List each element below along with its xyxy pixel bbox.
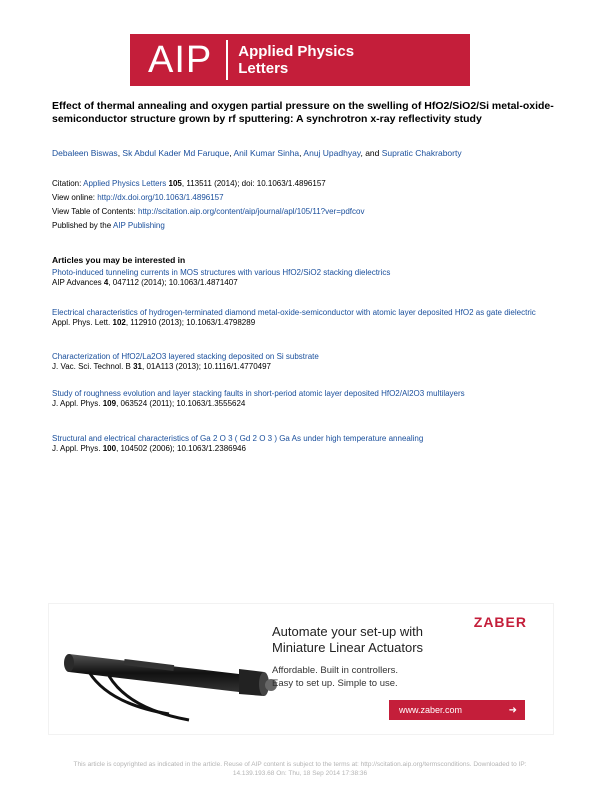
zaber-website-button[interactable] <box>389 700 525 720</box>
author-and: and <box>365 148 380 158</box>
related-article-citation: AIP Advances 4, 047112 (2014); 10.1063/1.4871407 <box>52 278 238 287</box>
author-list: Debaleen Biswas, Sk Abdul Kader Md Faruque, Anil Kumar Sinha, Anuj Upadhyay, and Supratic Chakraborty <box>52 148 462 158</box>
related-heading: Articles you may be interested in <box>52 255 186 265</box>
related-article-title[interactable]: Photo-induced tunneling currents in MOS structures with various HfO2/SiO2 stacking dielectrics <box>52 268 391 277</box>
related-article-citation: J. Appl. Phys. 109, 063524 (2011); 10.1063/1.3555624 <box>52 399 246 408</box>
article-title: Effect of thermal annealing and oxygen partial pressure on the swelling of HfO2/SiO2/Si metal-oxide-semiconductor structure grown by rf sputtering: A synchrotron x-ray reflectivity study <box>52 100 554 125</box>
aip-logo: AIP <box>148 38 213 81</box>
citation-volume: 105 <box>168 179 182 188</box>
journal-name-line2: Letters <box>238 60 289 77</box>
author-link[interactable]: Anuj Upadhyay <box>303 148 361 158</box>
ad-headline-line2: Miniature Linear Actuators <box>272 640 424 655</box>
related-article <box>52 268 562 288</box>
journal-name-line1: Applied Physics <box>238 43 355 60</box>
related-article <box>52 434 562 454</box>
view-online-label: View online: <box>52 193 95 202</box>
zaber-advertisement[interactable] <box>48 603 554 735</box>
citation-label: Citation: <box>52 179 82 188</box>
zaber-logo: ZABER <box>473 614 527 630</box>
related-article <box>52 389 562 409</box>
author-link[interactable]: Sk Abdul Kader Md Faruque <box>122 148 230 158</box>
author-link[interactable]: Debaleen Biswas <box>52 148 118 158</box>
journal-name <box>238 43 354 77</box>
ad-subtext-line1: Affordable. Built in controllers. <box>272 665 399 676</box>
author-link[interactable]: Supratic Chakraborty <box>381 148 462 158</box>
published-label: Published by the <box>52 221 112 230</box>
arrow-right-icon: ➜ <box>508 704 517 716</box>
related-article-title[interactable]: Electrical characteristics of hydrogen-terminated diamond metal-oxide-semiconductor with atomic layer deposited HfO2 as gate dielectric <box>52 308 536 317</box>
related-article <box>52 308 562 328</box>
citation-line <box>52 179 562 189</box>
toc-link[interactable]: http://scitation.aip.org/content/aip/journal/apl/105/11?ver=pdfcov <box>138 207 365 216</box>
ad-subtext <box>272 664 532 690</box>
ad-headline-line1: Automate your set-up with <box>272 624 424 639</box>
footer-line2: 14.139.193.68 On: Thu, 18 Sep 2014 17:38:36 <box>232 770 368 777</box>
related-article-title[interactable]: Study of roughness evolution and layer stacking faults in short-period atomic layer deposited HfO2/Al2O3 multilayers <box>52 389 465 398</box>
related-article-citation: Appl. Phys. Lett. 102, 112910 (2013); 10.1063/1.4798289 <box>52 318 256 327</box>
ad-button-label: www.zaber.com <box>399 705 463 715</box>
footer-line1: This article is copyrighted as indicated in the article. Reuse of AIP content is subject to the terms at: http://scitation.aip.org/termsconditions. Downloaded to IP: <box>73 761 527 768</box>
citation-rest: , 113511 (2014); doi: 10.1063/1.4896157 <box>181 179 326 188</box>
published-line <box>52 221 562 231</box>
related-article-citation: J. Vac. Sci. Technol. B 31, 01A113 (2013); 10.1116/1.4770497 <box>52 362 271 371</box>
view-online-link[interactable]: http://dx.doi.org/10.1063/1.4896157 <box>97 193 224 202</box>
toc-label: View Table of Contents: <box>52 207 136 216</box>
related-article-title[interactable]: Characterization of HfO2/La2O3 layered stacking deposited on Si substrate <box>52 352 319 361</box>
author-link[interactable]: Anil Kumar Sinha <box>233 148 300 158</box>
ad-headline <box>272 624 532 656</box>
ad-subtext-line2: Easy to set up. Simple to use. <box>272 678 398 689</box>
journal-banner[interactable] <box>130 34 470 86</box>
banner-divider <box>226 40 228 80</box>
view-online-line <box>52 193 562 203</box>
related-article-citation: J. Appl. Phys. 100, 104502 (2006); 10.1063/1.2386946 <box>52 444 246 453</box>
linear-actuator-image <box>49 614 289 724</box>
toc-line <box>52 207 562 217</box>
citation-journal-link[interactable]: Applied Physics Letters <box>83 179 167 188</box>
copyright-footer <box>0 760 600 778</box>
publisher-link[interactable]: AIP Publishing <box>112 221 165 230</box>
related-article-title[interactable]: Structural and electrical characteristics of Ga 2 O 3 ( Gd 2 O 3 ) Ga As under high temperature annealing <box>52 434 424 443</box>
related-article <box>52 352 562 372</box>
